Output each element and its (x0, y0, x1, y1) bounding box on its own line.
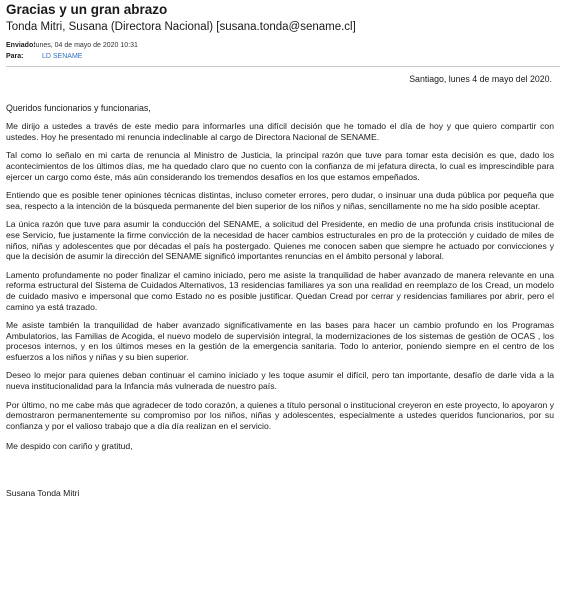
paragraph: La única razón que tuve para asumir la conducción del SENAME, a solicitud del Presidente, en medio de una profunda crisis institucional de ese Servicio, fue justamente la firme convicción de la necesidad de hacer cambios estructurales en pro de la protección y cuidado de miles de niños, niñas y adolescentes que por décadas el país ha postergado. Quienes me conocen saben que siempre he actuado por convicciones y que la decisión de asumir la dirección del SENAME significó importantes renuncias en el ámbito personal y laboral. (6, 219, 554, 262)
to-label: Para: (6, 53, 24, 60)
paragraph: Me dirijo a ustedes a través de este medio para informarles una difícil decisión que he tomado el día de hoy y que quiero compartir con ustedes. Hoy he presentado mi renuncia indeclinable al cargo de Directora Nacional de SENAME. (6, 121, 554, 142)
paragraph: Tal como lo señalo en mi carta de renuncia al Ministro de Justicia, la principal razón que tuve para tomar esta decisión es que, dado los acontecimientos de los últimos días, me ha quedado claro que no cuento con la confianza de mi jefatura directa, lo cual es imprescindible para ejercer un cargo como éste, más aún considerando los tremendos desafíos en los que estamos empeñados. (6, 150, 554, 182)
paragraph: Deseo lo mejor para quienes deban continuar el camino iniciado y les toque asumir el difícil, pero tan importante, desafío de darle vida a la nueva institucionalidad para la Infancia más vulnerada de nuestro país. (6, 370, 554, 392)
sent-label: Enviado: (6, 42, 36, 49)
letter-closing: Me despido con cariño y gratitud, (6, 441, 133, 452)
paragraph: Entiendo que es posible tener opiniones técnicas distintas, incluso cometer errores, pero dudar, o insinuar una duda pública por pequeña que sea, respecto a la intención de la búsqueda permanente del bien superior de los niños y niñas, sencillamente no me ha sido posible aceptar. (6, 190, 554, 211)
email-sender: Tonda Mitri, Susana (Directora Nacional) [susana.tonda@sename.cl] (6, 21, 356, 33)
paragraph: Lamento profundamente no poder finalizar el camino iniciado, pero me asiste la tranquilidad de haber avanzado de manera relevante en una reforma estructural del Sistema de Cuidados Alternativos, 13 residencias familiares ya son una realidad en reemplazo de los Cread, un modelo de cuidado masivo e impersonal que como Estado no es posible justificar. Quedan Cread por cerrar y residencias familiares por abrir, pero el camino ya está trazado. (6, 269, 554, 312)
header-divider (6, 66, 560, 67)
paragraph: Por último, no me cabe más que agradecer de todo corazón, a quienes a título personal o institucional creyeron en este proyecto, lo apoyaron y demostraron permanentemente su compromiso por los niños, niñas y adolescentes, especialmente a ustedes queridos funcionarios, por su confianza y por el valioso trabajo que a día día realizan en el servicio. (6, 399, 554, 431)
sent-row (6, 40, 560, 51)
letter-signature: Susana Tonda Mitri (6, 488, 80, 499)
recipient-link[interactable]: LD SENAME (42, 53, 83, 60)
letter-greeting: Queridos funcionarios y funcionarias, (6, 102, 151, 113)
email-meta (6, 40, 560, 62)
paragraph: Me asiste también la tranquilidad de haber avanzado significativamente en las bases para hacer un cambio profundo en los Programas Ambulatorios, las Familias de Acogida, el nuevo modelo de supervisión integral, la modernizaciones de los sistemas de gestión de OCAS , los procesos internos, y en los últimos meses en la gestión de la emergencia sanitaria. Todo lo anterior, poniendo siempre en el centro de los esfuerzos a los niños y niñas y su bien superior. (6, 320, 554, 362)
to-row (6, 51, 560, 62)
email-subject: Gracias y un gran abrazo (6, 2, 168, 17)
sent-value: lunes, 04 de mayo de 2020 10:31 (34, 42, 138, 49)
letter-body (6, 74, 560, 499)
letter-date: Santiago, lunes 4 de mayo del 2020. (409, 74, 552, 84)
